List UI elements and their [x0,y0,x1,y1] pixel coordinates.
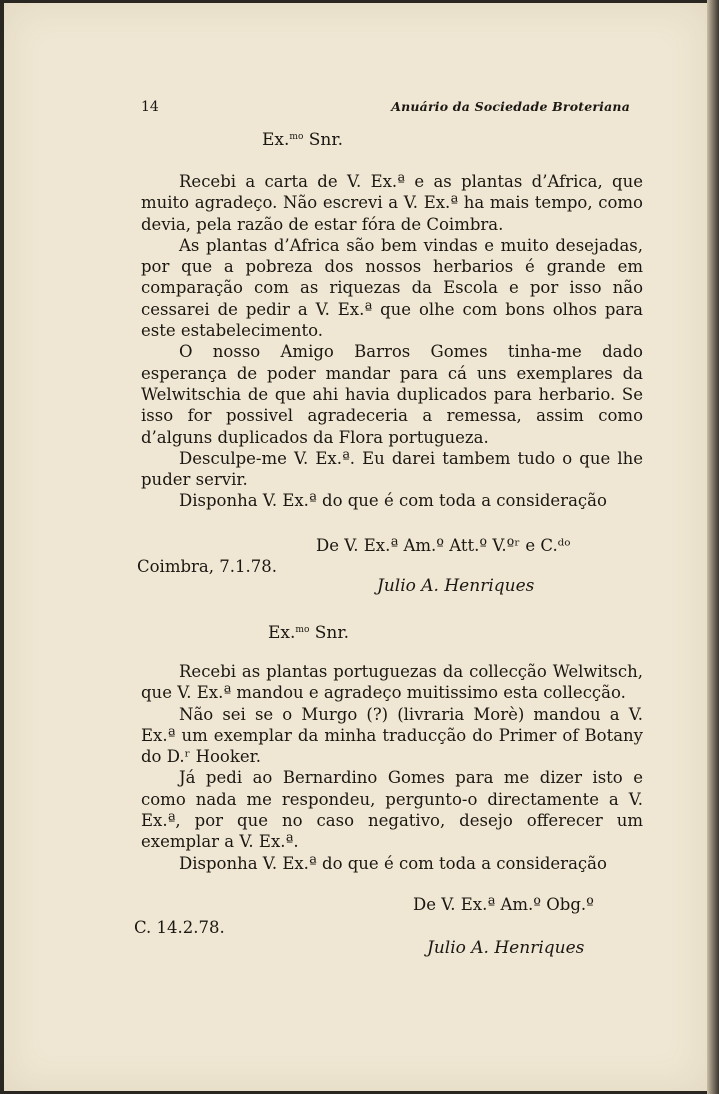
salutation-text: Snr. [303,130,344,150]
letter1-salutation [262,130,343,150]
salutation-text: Ex. [262,130,290,150]
running-head: Anuário da Sociedade Broteriana [391,99,630,114]
letter2-body [141,661,643,874]
salutation-superscript: mo [295,625,310,635]
letter2-paragraph-4: Disponha V. Ex.ª do que é com toda a consideração [179,853,607,873]
salutation-text: Ex. [268,623,296,643]
letter1-paragraph-3: O nosso Amigo Barros Gomes tinha-me dado esperança de poder mandar para cá uns exemplares da Welwitschia de que ahi havia duplicados para herbario. Se isso for possivel agradeceria a remessa, assim como d’alguns duplicados da Flora portugueza. [141,342,643,447]
salutation-superscript: mo [289,132,304,142]
letter2-paragraph-1: Recebi as plantas portuguezas da collecção Welwitsch, que V. Ex.ª mandou e agradeço muitissimo esta collecção. [141,662,643,703]
letter2-salutation [268,623,349,643]
letter2-paragraph-2: Não sei se o Murgo (?) (livraria Morè) mandou a V. Ex.ª um exemplar da minha traducção do Primer of Botany do D.ʳ Hooker. [141,704,643,767]
letter1-paragraph-2: As plantas d’Africa são bem vindas e muito desejadas, por que a pobreza dos nossos herbarios é grande em comparação com as riquezas da Escola e por isso não cessarei de pedir a V. Ex.ª que olhe com bons olhos para este estabelecimento. [141,235,643,341]
letter1-signature: Julio A. Henriques [377,576,535,596]
letter2-place-date: C. 14.2.78. [134,918,225,937]
letter2-closing: De V. Ex.ª Am.º Obg.º [413,895,594,914]
letter1-closing: De V. Ex.ª Am.º Att.º V.ºʳ e C.ᵈᵒ [316,536,571,555]
letter1-paragraph-4: Desculpe-me V. Ex.ª. Eu darei tambem tudo o que lhe puder servir. [141,448,643,490]
salutation-text: Snr. [309,623,350,643]
letter2-signature: Julio A. Henriques [427,938,585,958]
letter2-paragraph-3: Já pedi ao Bernardino Gomes para me dizer isto e como nada me respondeu, pergunto-o directamente a V. Ex.ª, por que no caso negativo, desejo offerecer um exemplar a V. Ex.ª. [141,768,643,852]
page-number: 14 [141,99,159,115]
document-page [4,3,707,1091]
letter1-paragraph-5: Disponha V. Ex.ª do que é com toda a consideração [179,491,607,511]
letter1-paragraph-1: Recebi a carta de V. Ex.ª e as plantas d’Africa, que muito agradeço. Não escrevi a V. Ex.ª ha mais tempo, como devia, pela razão de estar fóra de Coimbra. [141,172,643,234]
letter1-body [141,171,643,512]
page-edge-shadow [707,0,719,1094]
letter1-place-date: Coimbra, 7.1.78. [137,557,277,576]
